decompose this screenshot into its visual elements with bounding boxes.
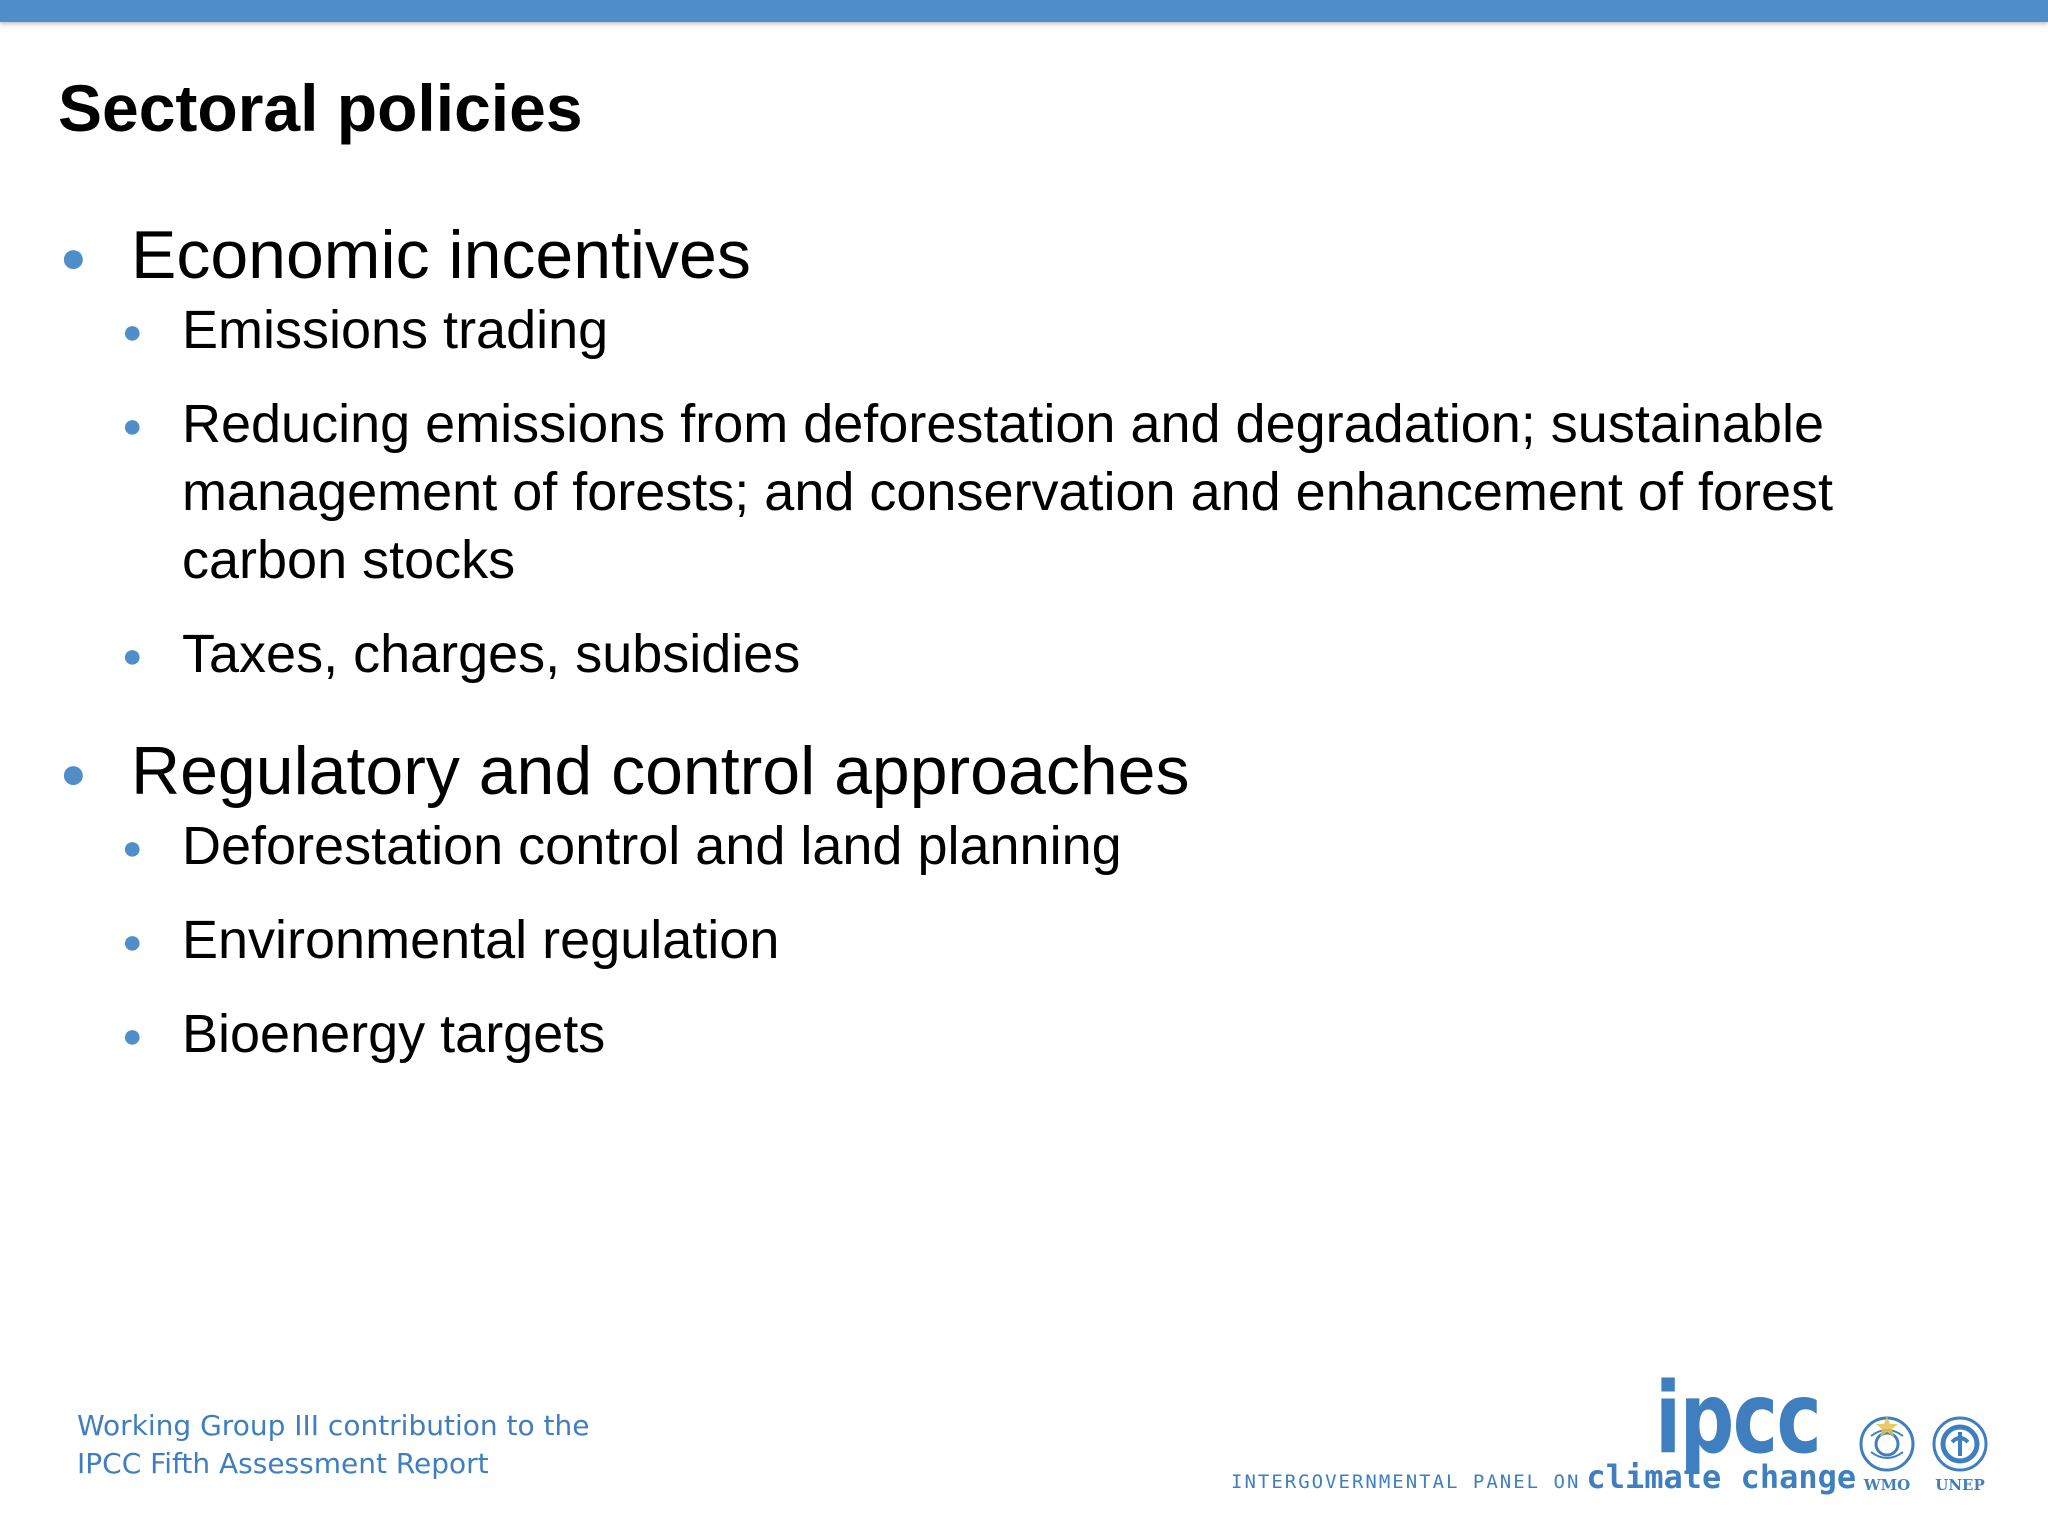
unep-label: UNEP [1935, 1476, 1985, 1494]
wmo-label: WMO [1863, 1476, 1911, 1494]
wmo-emblem-icon [1857, 1414, 1917, 1474]
list-item: Bioenergy targets [182, 1004, 606, 1064]
ipcc-tagline [1231, 1458, 1856, 1496]
ipcc-logo [1230, 1362, 2010, 1500]
list-item: Environmental regulation [182, 910, 780, 970]
section-heading: Regulatory and control approaches [131, 733, 1190, 809]
footer-line: IPCC Fifth Assessment Report [77, 1447, 489, 1480]
slide-title: Sectoral policies [58, 71, 583, 145]
bullet-icon: ● [60, 749, 87, 798]
list-item: Reducing emissions from deforestation and degradation; sustainable management of forests; and conservation and enhancement of forest carbon stocks [182, 394, 1834, 590]
list-item: Emissions trading [182, 300, 609, 360]
unep-emblem-icon [1930, 1414, 1990, 1474]
bullet-icon: ● [122, 923, 143, 961]
top-accent-bar [0, 0, 2048, 22]
tagline-big: climate change [1586, 1458, 1857, 1496]
bullet-icon: ● [60, 233, 87, 282]
bullet-icon: ● [122, 407, 143, 445]
footer-caption [77, 1407, 589, 1483]
ipcc-wordmark: ipcc [1655, 1362, 1821, 1476]
bullet-icon: ● [122, 637, 143, 675]
bullet-icon: ● [122, 1017, 143, 1055]
bullet-icon: ● [122, 313, 143, 351]
section-heading: Economic incentives [131, 217, 751, 293]
footer-line: Working Group III contribution to the [77, 1409, 590, 1442]
list-item: Deforestation control and land planning [182, 816, 1122, 876]
bullet-icon: ● [122, 829, 143, 867]
list-item: Taxes, charges, subsidies [182, 624, 801, 684]
tagline-small: INTERGOVERNMENTAL PANEL ON [1231, 1471, 1581, 1493]
